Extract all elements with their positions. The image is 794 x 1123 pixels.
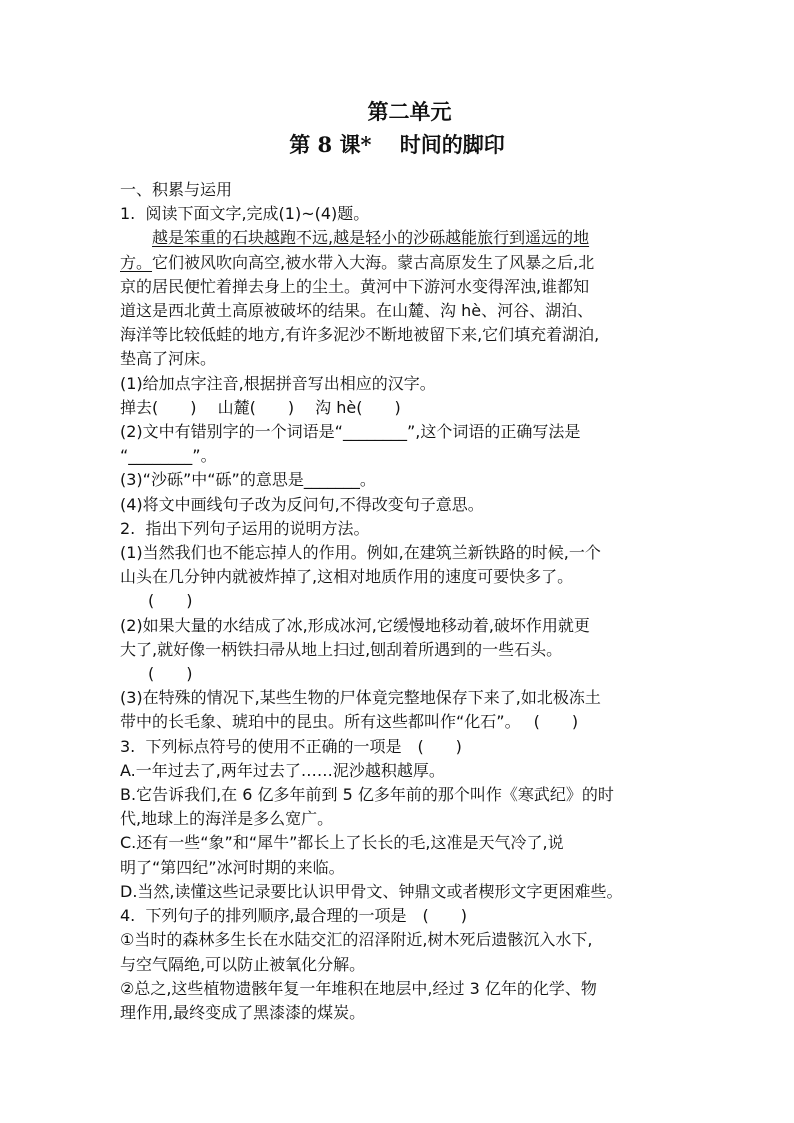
q3-option-b-line-2: 代,地球上的海洋是多么宽广。 <box>120 809 334 829</box>
q1-sub1-blanks: 掸去( ) 山麓( ) 沟 hè( ) <box>120 397 401 417</box>
q2-s3-line-2: 带中的长毛象、琥珀中的昆虫。所有这些都叫作“化石”。 ( ) <box>120 712 579 732</box>
q1-sub3: (3)“沙砾”中“砾”的意思是_______。 <box>120 470 376 490</box>
q4-item-1-line-2: 与空气隔绝,可以防止被氧化分解。 <box>120 954 366 974</box>
q1-sub1: (1)给加点字注音,根据拼音写出相应的汉字。 <box>120 373 436 393</box>
q2-s1-line-1: (1)当然我们也不能忘掉人的作用。例如,在建筑兰新铁路的时候,一个 <box>120 543 601 563</box>
q1-passage-line-6: 垫高了河床。 <box>120 349 217 369</box>
q1-passage-line-2 <box>120 251 674 275</box>
q1-stem: 1. 阅读下面文字,完成(1)~(4)题。 <box>120 204 370 224</box>
q4-stem: 4. 下列句子的排列顺序,最合理的一项是 ( ) <box>120 906 468 926</box>
q2-s3-line-1: (3)在特殊的情况下,某些生物的尸体竟完整地保存下来了,如北极冻土 <box>120 688 601 708</box>
q1-sub4: (4)将文中画线句子改为反问句,不得改变句子意思。 <box>120 494 484 514</box>
q1-passage-line-3: 京的居民便忙着掸去身上的尘土。黄河中下游河水变得浑浊,谁都知 <box>120 276 590 296</box>
q3-option-c-line-1: C.还有一些“象”和“犀牛”都长上了长长的毛,这准是天气冷了,说 <box>120 833 564 853</box>
section-title: 一、积累与运用 <box>120 180 233 199</box>
q3-option-a: A.一年过去了,两年过去了……泥沙越积越厚。 <box>120 760 445 780</box>
q1-passage-line-1 <box>120 226 674 250</box>
q2-stem: 2. 指出下列句子运用的说明方法。 <box>120 518 370 538</box>
q2-s2-line-2: 大了,就好像一柄铁扫帚从地上扫过,刨刮着所遇到的一些石头。 <box>120 639 563 659</box>
q1-sub2-line-1: (2)文中有错别字的一个词语是“________”,这个词语的正确写法是 <box>120 422 581 442</box>
q2-s2-line-1: (2)如果大量的水结成了冰,形成冰河,它缓慢地移动着,破坏作用就更 <box>120 615 590 635</box>
q3-stem: 3. 下列标点符号的使用不正确的一项是 ( ) <box>120 736 462 756</box>
q3-option-b-line-1: B.它告诉我们,在 6 亿多年前到 5 亿多年前的那个叫作《寒武纪》的时 <box>120 785 614 805</box>
q4-item-2-line-2: 理作用,最终变成了黑漆漆的煤炭。 <box>120 1002 366 1022</box>
unit-title: 第二单元 <box>367 99 452 124</box>
q4-item-2-line-1: ②总之,这些植物遗骸年复一年堆积在地层中,经过 3 亿年的化学、物 <box>120 978 597 998</box>
q1-sub2-line-2: “________”。 <box>120 446 217 466</box>
q4-item-1-line-1: ①当时的森林多生长在水陆交汇的沼泽附近,树木死后遗骸沉入水下, <box>120 930 593 950</box>
q1-passage-rest: 它们被风吹向高空,被水带入大海。蒙古高原发生了风暴之后,北 <box>152 252 595 272</box>
q1-passage-line-5: 海洋等比较低蛙的地方,有许多泥沙不断地被留下来,它们填充着湖泊, <box>120 325 600 345</box>
q2-s1-answer-blank: ( ) <box>148 591 193 611</box>
q3-option-c-line-2: 明了“第四纪”冰河时期的来临。 <box>120 857 345 877</box>
q2-s1-line-2: 山头在几分钟内就被炸掉了,这相对地质作用的速度可要快多了。 <box>120 567 574 587</box>
lesson-title: 第 8 课* 时间的脚印 <box>289 132 505 157</box>
q3-option-d: D.当然,读懂这些记录要比认识甲骨文、钟鼎文或者楔形文字更困难些。 <box>120 881 623 901</box>
q1-passage-line-4: 道这是西北黄土高原被破坏的结果。在山麓、沟 hè、河谷、湖泊、 <box>120 301 594 321</box>
q2-s2-answer-blank: ( ) <box>148 664 193 684</box>
q1-underlined-sentence-part-2: 方。 <box>120 252 153 272</box>
q1-underlined-sentence-part-1: 越是笨重的石块越跑不远,越是轻小的沙砾越能旅行到遥远的地 <box>152 228 590 248</box>
